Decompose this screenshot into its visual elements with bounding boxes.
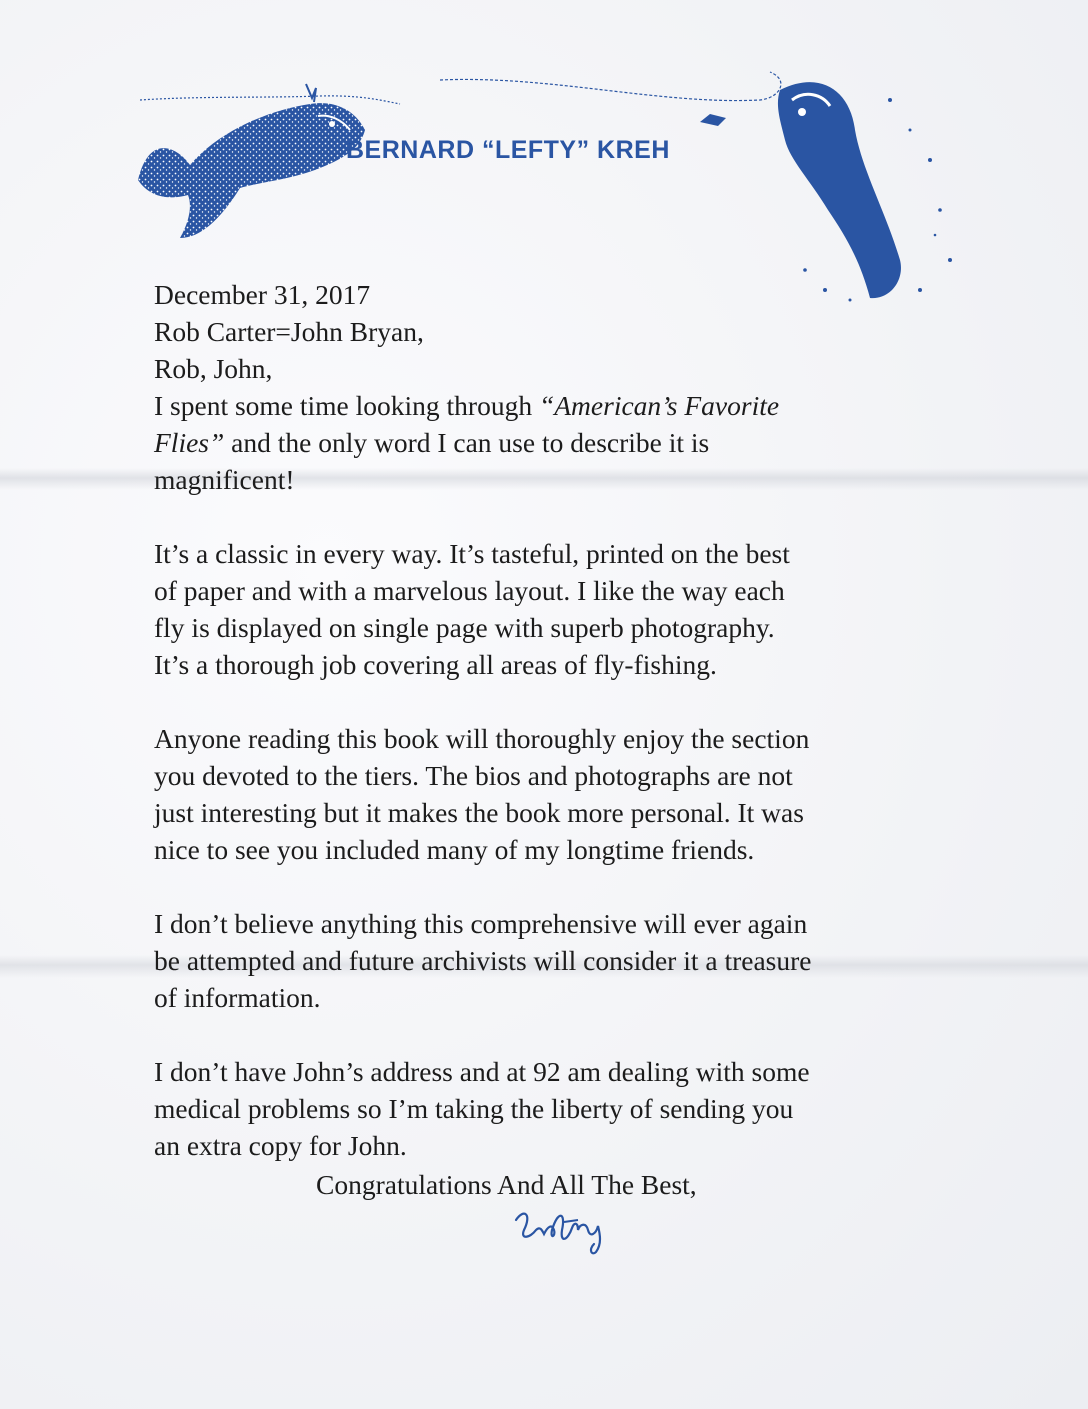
paragraph-1-line-1	[154, 387, 954, 424]
paragraph-line: I don’t have John’s address and at 92 am dealing with some	[154, 1056, 810, 1087]
paragraph-2	[154, 535, 954, 683]
paragraph-line: an extra copy for John.	[154, 1130, 407, 1161]
paragraph-line: nice to see you included many of my longtime friends.	[154, 834, 755, 865]
paragraph-line: be attempted and future archivists will consider it a treasure	[154, 945, 812, 976]
letter-date: December 31, 2017	[154, 279, 371, 310]
letter-salutation: Rob, John,	[154, 353, 273, 384]
paragraph-3	[154, 720, 954, 868]
paragraph-line: of information.	[154, 982, 321, 1013]
paragraph-line: fly is displayed on single page with superb photography.	[154, 612, 775, 643]
paragraph-1-line-2	[154, 424, 954, 461]
signature-lefty	[506, 1200, 626, 1260]
letter-closing: Congratulations And All The Best,	[316, 1169, 697, 1200]
letter-body	[154, 276, 954, 1164]
paragraph-line: medical problems so I’m taking the liberty of sending you	[154, 1093, 794, 1124]
paragraph-line: It’s a thorough job covering all areas of fly-fishing.	[154, 649, 717, 680]
paragraph-5	[154, 1053, 954, 1164]
tarpon-illustration-icon	[430, 60, 980, 310]
paragraph-1-line-3: magnificent!	[154, 464, 295, 495]
paragraph-line: I don’t believe anything this comprehensive will ever again	[154, 908, 808, 939]
paragraph-line: It’s a classic in every way. It’s tasteful, printed on the best	[154, 538, 790, 569]
paragraph-line: just interesting but it makes the book more personal. It was	[154, 797, 804, 828]
text-run: and the only word I can use to describe it is	[224, 427, 710, 458]
paragraph-4	[154, 905, 954, 1016]
paragraph-line: you devoted to the tiers. The bios and photographs are not	[154, 760, 793, 791]
paragraph-line: Anyone reading this book will thoroughly enjoy the section	[154, 723, 810, 754]
letterhead-name: BERNARD “LEFTY” KREH	[346, 136, 670, 164]
text-run: I spent some time looking through	[154, 390, 539, 421]
letter-recipients: Rob Carter=John Bryan,	[154, 316, 424, 347]
book-title-part-1: “American’s Favorite	[538, 390, 780, 421]
paragraph-line: of paper and with a marvelous layout. I like the way each	[154, 575, 785, 606]
book-title-part-2: Flies”	[154, 427, 225, 458]
